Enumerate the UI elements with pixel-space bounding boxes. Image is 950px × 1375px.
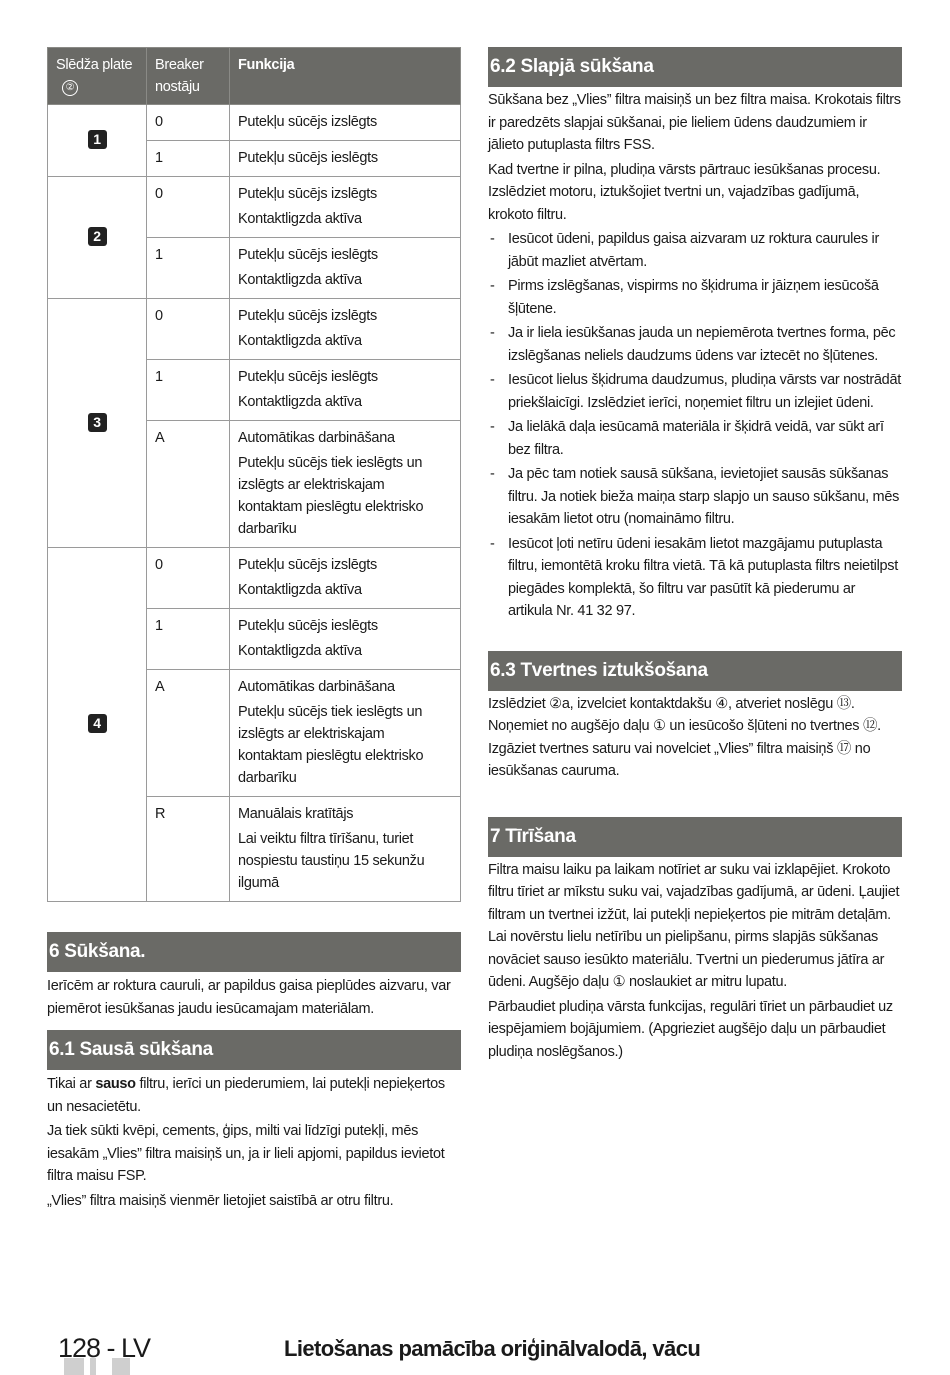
function-cell — [230, 141, 461, 177]
section-6-1-body — [47, 1073, 461, 1212]
function-text: Putekļu sūcējs izslēgts — [238, 557, 377, 573]
function-text: Putekļu sūcējs izslēgts — [238, 186, 377, 202]
list-item: - Iesūcot ūdeni, papildus gaisa aizvaram uz roktura caurules ir jābūt mazliet atvērtam. — [488, 228, 902, 273]
breaker-position-cell: 1 — [147, 238, 230, 299]
function-text: Putekļu sūcējs tiek ieslēgts un izslēgts ar elektriskajam kontaktam pieslēgtu elektrisko darbarīku — [238, 455, 424, 537]
function-cell — [230, 797, 461, 902]
footer-title: Lietošanas pamācība oriģinālvalodā, vācu — [284, 1336, 701, 1361]
function-cell — [230, 105, 461, 141]
function-text: Kontaktligzda aktīva — [238, 211, 362, 227]
breaker-position-cell: R — [147, 797, 230, 902]
section-7-paragraph-2: Pārbaudiet pludiņa vārsta funkcijas, regulāri tīriet un pārbaudiet uz iespējamiem bojājumiem. (Apgrieziet augšējo daļu un pārbaudiet pludiņa noslēgšanos.) — [488, 998, 893, 1060]
function-text: Manuālais kratītājs — [238, 806, 354, 822]
function-text: Putekļu sūcējs izslēgts — [238, 308, 377, 324]
function-text: Kontaktligzda aktīva — [238, 643, 362, 659]
switch-plate-badge: 3 — [88, 413, 107, 432]
breaker-position-cell: 1 — [147, 609, 230, 670]
breaker-position-cell: A — [147, 670, 230, 797]
function-text: Putekļu sūcējs ieslēgts — [238, 150, 378, 166]
text-span: Tikai ar — [47, 1076, 96, 1092]
function-text: Automātikas darbināšana — [238, 679, 395, 695]
breaker-position-cell: 0 — [147, 177, 230, 238]
right-column — [488, 47, 902, 1065]
section-6-body — [47, 975, 461, 1020]
switch-plate-badge: 1 — [88, 130, 107, 149]
function-text: Kontaktligzda aktīva — [238, 272, 362, 288]
section-heading-7: 7 Tīrīšana — [488, 817, 902, 857]
function-text: Lai veiktu filtra tīrīšanu, turiet nospiestu taustiņu 15 sekunžu ilgumā — [238, 831, 425, 891]
table-row — [48, 548, 461, 609]
breaker-position-cell: 0 — [147, 299, 230, 360]
switch-table — [47, 47, 461, 902]
list-item: - Pirms izslēgšanas, vispirms no šķidruma ir jāizņem iesūcošā šļūtene. — [488, 275, 902, 320]
table-header-row — [48, 48, 461, 105]
section-6-1-paragraph-1 — [47, 1073, 461, 1118]
section-6-2-body — [488, 89, 902, 623]
breaker-position-cell: 1 — [147, 360, 230, 421]
header-function: Funkcija — [230, 48, 461, 105]
section-7-body — [488, 859, 902, 1064]
switch-plate-cell — [48, 177, 147, 299]
section-heading-6-2: 6.2 Slapjā sūkšana — [488, 47, 902, 87]
function-cell — [230, 421, 461, 548]
switch-plate-cell — [48, 299, 147, 548]
function-cell — [230, 548, 461, 609]
list-item: - Ja lielākā daļa iesūcamā materiāla ir šķidrā veidā, var sūkt arī bez filtra. — [488, 416, 902, 461]
plate-ref-circle: ② — [62, 80, 78, 96]
table-row — [48, 105, 461, 141]
switch-plate-badge: 2 — [88, 227, 107, 246]
table-row — [48, 299, 461, 360]
breaker-position-cell: 0 — [147, 548, 230, 609]
section-6-3-text: Izslēdziet ②a, izvelciet kontaktdakšu ④, atveriet noslēgu ⑬. Noņemiet no augšējo daļu ① un iesūcošo šļūteni no tvertnes ⑫. Izgāziet tvertnes saturu vai novelciet „Vlies” filtra maisiņš ⑰ no iesūkšanas cauruma. — [488, 695, 881, 779]
function-text: Kontaktligzda aktīva — [238, 333, 362, 349]
function-cell — [230, 670, 461, 797]
function-text: Kontaktligzda aktīva — [238, 394, 362, 410]
function-text: Putekļu sūcējs ieslēgts — [238, 369, 378, 385]
section-6-1-paragraph-3: „Vlies” filtra maisiņš vienmēr lietojiet saistībā ar otru filtru. — [47, 1192, 394, 1209]
list-item: - Iesūcot ļoti netīru ūdeni iesakām lietot mazgājamu putuplasta filtru, iemontētā kroku filtra vietā. Tā kā putuplasta filtrs neietilpst piegādes komplektā, šo filtru var pasūtīt kā piederumu ar artikula Nr. 41 32 97. — [488, 533, 902, 623]
function-cell — [230, 238, 461, 299]
breaker-position-cell: A — [147, 421, 230, 548]
function-cell — [230, 360, 461, 421]
section-6-1-paragraph-2: Ja tiek sūkti kvēpi, cements, ģips, milti vai līdzīgi putekļi, mēs iesakām „Vlies” filtra maisiņš un, ja ir lieli apjomi, papildus ievietot filtra maisu FSP. — [47, 1123, 445, 1184]
function-text: Automātikas darbināšana — [238, 430, 395, 446]
text-span: filtru, ierīci un piederumiem, lai putekļi nepieķertos un nesacietētu. — [47, 1076, 445, 1115]
function-cell — [230, 177, 461, 238]
table-body — [48, 105, 461, 902]
section-heading-6: 6 Sūkšana. — [47, 932, 461, 972]
switch-plate-cell — [48, 105, 147, 177]
section-6-2-paragraph-1: Sūkšana bez „Vlies” filtra maisiņš un bez filtra maisa. Krokotais filtrs ir paredzēts slapjai sūkšanai, pie lieliem ūdens daudzumiem ir jālieto putuplasta filtrs FSS. — [488, 92, 901, 153]
header-plate-label: Slēdža plate — [56, 57, 133, 73]
section-7-paragraph-1: Filtra maisu laiku pa laikam notīriet ar suku vai izklapējiet. Krokoto filtru tīriet ar mīkstu suku vai, vajadzības gadījumā, ar ūdeni. Ļaujiet filtram un tvertnei izžūt, lai putekļi nepieķertos pie mitrām detaļām. Lai novērstu lielu netīrību un pielipšanu, pirms slapjās sūkšanas novāciet sauso iesūkto materiālu. Tvertni un piederumus jātīra ar ūdeni. Augšējo daļu ① noslaukiet ar mitru lupatu. — [488, 861, 900, 990]
wet-suction-list — [488, 228, 902, 623]
table-row — [48, 177, 461, 238]
function-text: Putekļu sūcējs ieslēgts — [238, 247, 378, 263]
breaker-position-cell: 1 — [147, 141, 230, 177]
header-breaker: Breaker nostāju — [147, 48, 230, 105]
emphasis-dry: sauso — [95, 1076, 136, 1092]
header-switch-plate — [48, 48, 147, 105]
list-item: - Ja ir liela iesūkšanas jauda un nepiemērota tvertnes forma, pēc izslēgšanas neliels daudzums ūdens var iztecēt no šļūtenes. — [488, 322, 902, 367]
function-text: Putekļu sūcējs izslēgts — [238, 114, 377, 130]
section-heading-6-1: 6.1 Sausā sūkšana — [47, 1030, 461, 1070]
list-item: - Iesūcot lielus šķidruma daudzumus, pludiņa vārsts var nostrādāt priekšlaicīgi. Izslēdziet ierīci, noņemiet filtru un izlejiet ūdeni. — [488, 369, 902, 414]
page-number: 128 - LV — [58, 1333, 151, 1363]
section-6-2-paragraph-2: Kad tvertne ir pilna, pludiņa vārsts pārtrauc iesūkšanas procesu. Izslēdziet motoru, iztukšojiet tvertni un, vajadzības gadījumā, krokoto filtru. — [488, 161, 881, 223]
section-6-text: Ierīcēm ar roktura cauruli, ar papildus gaisa pieplūdes aizvaru, var piemērot iesūkšanas jaudu iesūcamajam materiālam. — [47, 978, 451, 1017]
switch-plate-cell — [48, 548, 147, 902]
list-item: - Ja pēc tam notiek sausā sūkšana, ievietojiet sausās sūkšanas filtru. Ja notiek bieža maiņa starp slapjo un sauso sūkšanu, mēs iesakām lietot otru (nomaināmo filtru. — [488, 463, 902, 531]
section-heading-6-3: 6.3 Tvertnes iztukšošana — [488, 651, 902, 691]
switch-plate-badge: 4 — [88, 714, 107, 733]
breaker-position-cell: 0 — [147, 105, 230, 141]
function-text: Putekļu sūcējs tiek ieslēgts un izslēgts ar elektriskajam kontaktam pieslēgtu elektrisko darbarīku — [238, 704, 424, 786]
function-cell — [230, 299, 461, 360]
function-text: Putekļu sūcējs ieslēgts — [238, 618, 378, 634]
function-cell — [230, 609, 461, 670]
section-6-3-body — [488, 693, 902, 783]
left-column — [47, 47, 461, 1214]
function-text: Kontaktligzda aktīva — [238, 582, 362, 598]
